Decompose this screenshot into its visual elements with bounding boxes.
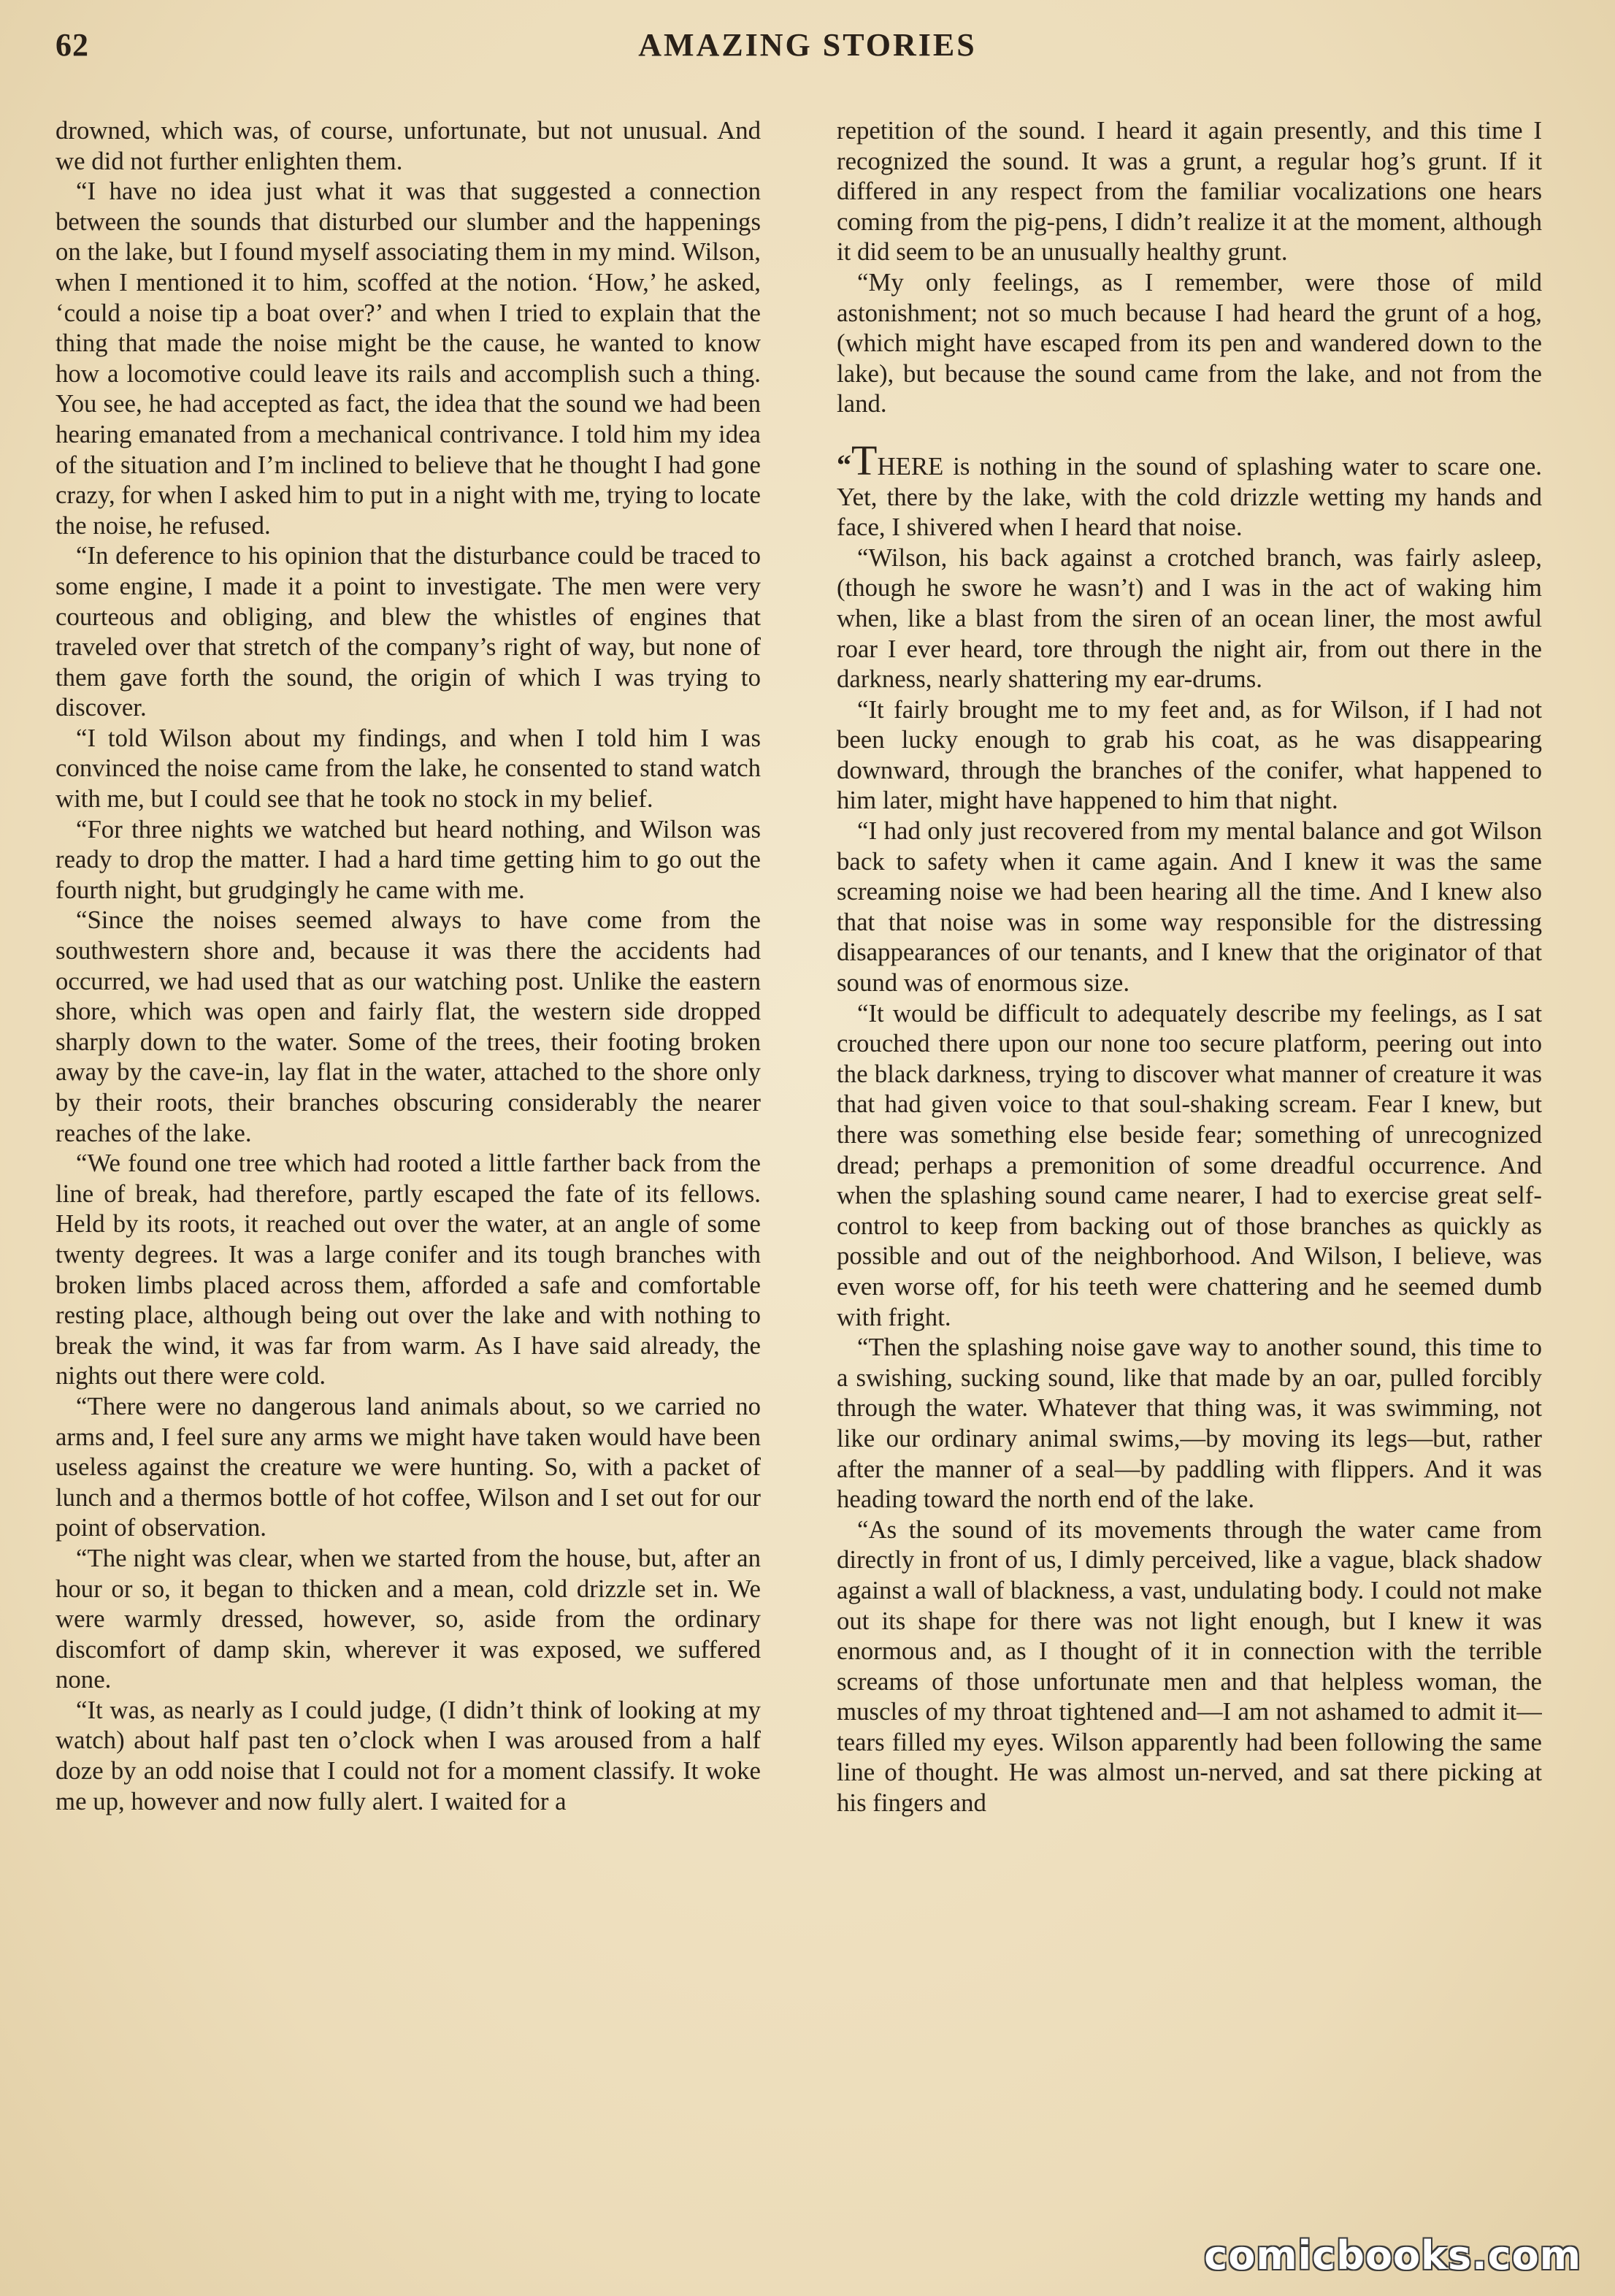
- page-number: 62: [55, 27, 89, 63]
- page-header: [55, 26, 1560, 67]
- paragraph: “Since the noises seemed always to have come from the southwestern shore and, because it was there the accidents had occurred, we had used that as our watching post. Unlike the eastern shore, which was open and fairly flat, the western side dropped sharply down to the water. Some of the trees, their footing broken away by the cave-in, lay flat in the water, attached to the shore only by their roots, their branches obscuring considerably the nearer reaches of the lake.: [55, 906, 761, 1147]
- section-break: [837, 419, 1542, 450]
- paragraph: “It would be difficult to adequately describe my feelings, as I sat crouched there upon our none too secure platform, peering out into the black darkness, trying to discover what manner of creature it was that had given voice to that soul-shaking scream. Fear I knew, but there was something else beside fear; something of unrecognized dread; perhaps a premonition of some dreadful occurrence. And when the splashing sound came nearer, I had to exercise great self-control to keep from backing out of those branches as quickly as possible and out of the neighborhood. And Wilson, I believe, was even worse off, for his teeth were chattering and he seemed dumb with fright.: [837, 998, 1542, 1331]
- paragraph: “The night was clear, when we started from the house, but, after an hour or so, it began to thicken and a mean, cold drizzle set in. We were warmly dressed, however, so, aside from the ordinary discomfort of damp skin, wherever it was exposed, we suffered none.: [55, 1543, 761, 1694]
- paragraph: drowned, which was, of course, unfortunate, but not unusual. And we did not further enlighten them.: [55, 116, 761, 175]
- paragraph: “I had only just recovered from my mental balance and got Wilson back to safety when it came again. And I knew it was the same screaming noise we had been hearing all the time. And I knew also that that noise was in some way responsible for the distressing disappearances of our tenants, and I knew that the originator of that sound was of enormous size.: [837, 816, 1542, 998]
- paragraph: “As the sound of its movements through the water came from directly in front of us, I dimly perceived, like a vague, black shadow against a wall of blackness, a vast, undulating body. I could not make out its shape for there was not light enough, but I knew it was enormous and, as I thought of it in connection with the terrible screams of those unfortunate men and that helpless woman, the muscles of my throat tightened and—I am not ashamed to admit it—tears filled my eyes. Wilson apparently had been following the same line of thought. He was almost un-nerved, and sat there picking at his fingers and: [837, 1515, 1542, 1818]
- paragraph: “Wilson, his back against a crotched branch, was fairly asleep, (though he swore he wasn’t) and I was in the act of waking him when, like a blast from the siren of an ocean liner, the most awful roar I ever heard, tore through the night air, from out there in the darkness, nearly shattering my ear-drums.: [837, 543, 1542, 694]
- left-column: [55, 115, 761, 2255]
- paragraph: “Then the splashing noise gave way to another sound, this time to a swishing, sucking sound, like that made by an oar, pulled forcibly through the water. Whatever that thing was, it was swimming, not like our ordinary animal swims,—by moving its legs—but, rather after the manner of a seal—by paddling with flippers. And it was heading toward the north end of the lake.: [837, 1333, 1542, 1514]
- paragraph: “My only feelings, as I remember, were those of mild astonishment; not so much because I had heard the grunt of a hog, (which might have escaped from its pen and wandered down to the lake), but because the sound came from the lake, and not from the land.: [837, 267, 1542, 418]
- paragraph: “In deference to his opinion that the disturbance could be traced to some engine, I made it a point to investigate. The men were very courteous and obliging, and blew the whistles of engines that traveled over that stretch of the company’s right of way, but none of them gave forth the sound, the origin of which I was trying to discover.: [55, 541, 761, 722]
- paragraph: “I have no idea just what it was that suggested a connection between the sounds that disturbed our slumber and the happenings on the lake, but I found myself associating them in my mind. Wilson, when I mentioned it to him, scoffed at the notion. ‘How,’ he asked, ‘could a noise tip a boat over?’ and when I tried to explain that the thing that made the noise might be the cause, he wanted to know how a locomotive could leave its rails and accomplish such a thing. You see, he had accepted as fact, the idea that the sound we had been hearing emanated from a mechanical contrivance. I told him my idea of the situation and I’m inclined to believe that he thought I had gone crazy, for when I asked him to put in a night with me, trying to locate the noise, he refused.: [55, 177, 761, 540]
- paragraph: repetition of the sound. I heard it again presently, and this time I recognized the sound. It was a grunt, a regular hog’s grunt. If it differed in any respect from the familiar vocalizations one hears coming from the pig-pens, I didn’t realize it at the moment, although it did seem to be an unusually healthy grunt.: [837, 116, 1542, 267]
- drop-cap-quote: “: [837, 448, 851, 481]
- magazine-title: AMAZING STORIES: [638, 27, 977, 63]
- paragraph: “For three nights we watched but heard nothing, and Wilson was ready to drop the matter. I had a hard time getting him to go out the fourth night, but grudgingly he came with me.: [55, 814, 761, 904]
- paragraph: “It was, as nearly as I could judge, (I didn’t think of looking at my watch) about half past ten o’clock when I was aroused from a half doze by an odd noise that I could not for a moment classify. It woke me up, however and now fully alert. I waited for a: [55, 1695, 761, 1815]
- paragraph: “It fairly brought me to my feet and, as for Wilson, if I had not been lucky enough to grab his coat, as he was disappearing downward, through the branches of the conifer, what happened to him later, might have happened to him that night.: [837, 694, 1542, 815]
- paragraph: “We found one tree which had rooted a little farther back from the line of break, had therefore, partly escaped the fate of its fellows. Held by its roots, it reached out over the water, at an angle of some twenty degrees. It was a large conifer and its tough branches with broken limbs placed across them, afforded a safe and comfortable resting place, although being out over the lake and with nothing to break the wind, it was far from warm. As I have said already, the nights out there were cold.: [55, 1149, 761, 1390]
- right-column: [837, 115, 1542, 2255]
- drop-cap-letter: T: [851, 436, 878, 484]
- paragraph: “There were no dangerous land animals about, so we carried no arms and, I feel sure any arms we might have taken would have been useless against the creature we were hunting. So, with a packet of lunch and a thermos bottle of hot coffee, Wilson and I set out for our point of observation.: [55, 1391, 761, 1542]
- watermark-logo: comicbooks.com: [1204, 2232, 1581, 2278]
- paragraph: “I told Wilson about my findings, and when I told him I was convinced the noise came from the lake, he consented to stand watch with me, but I could see that he took no stock in my belief.: [55, 723, 761, 814]
- drop-cap-text: HERE is nothing in the sound of splashing water to scare one. Yet, there by the lake, with the cold drizzle wetting my hands and face, I shivered when I heard that noise.: [837, 451, 1542, 542]
- drop-cap-paragraph: [837, 436, 1542, 543]
